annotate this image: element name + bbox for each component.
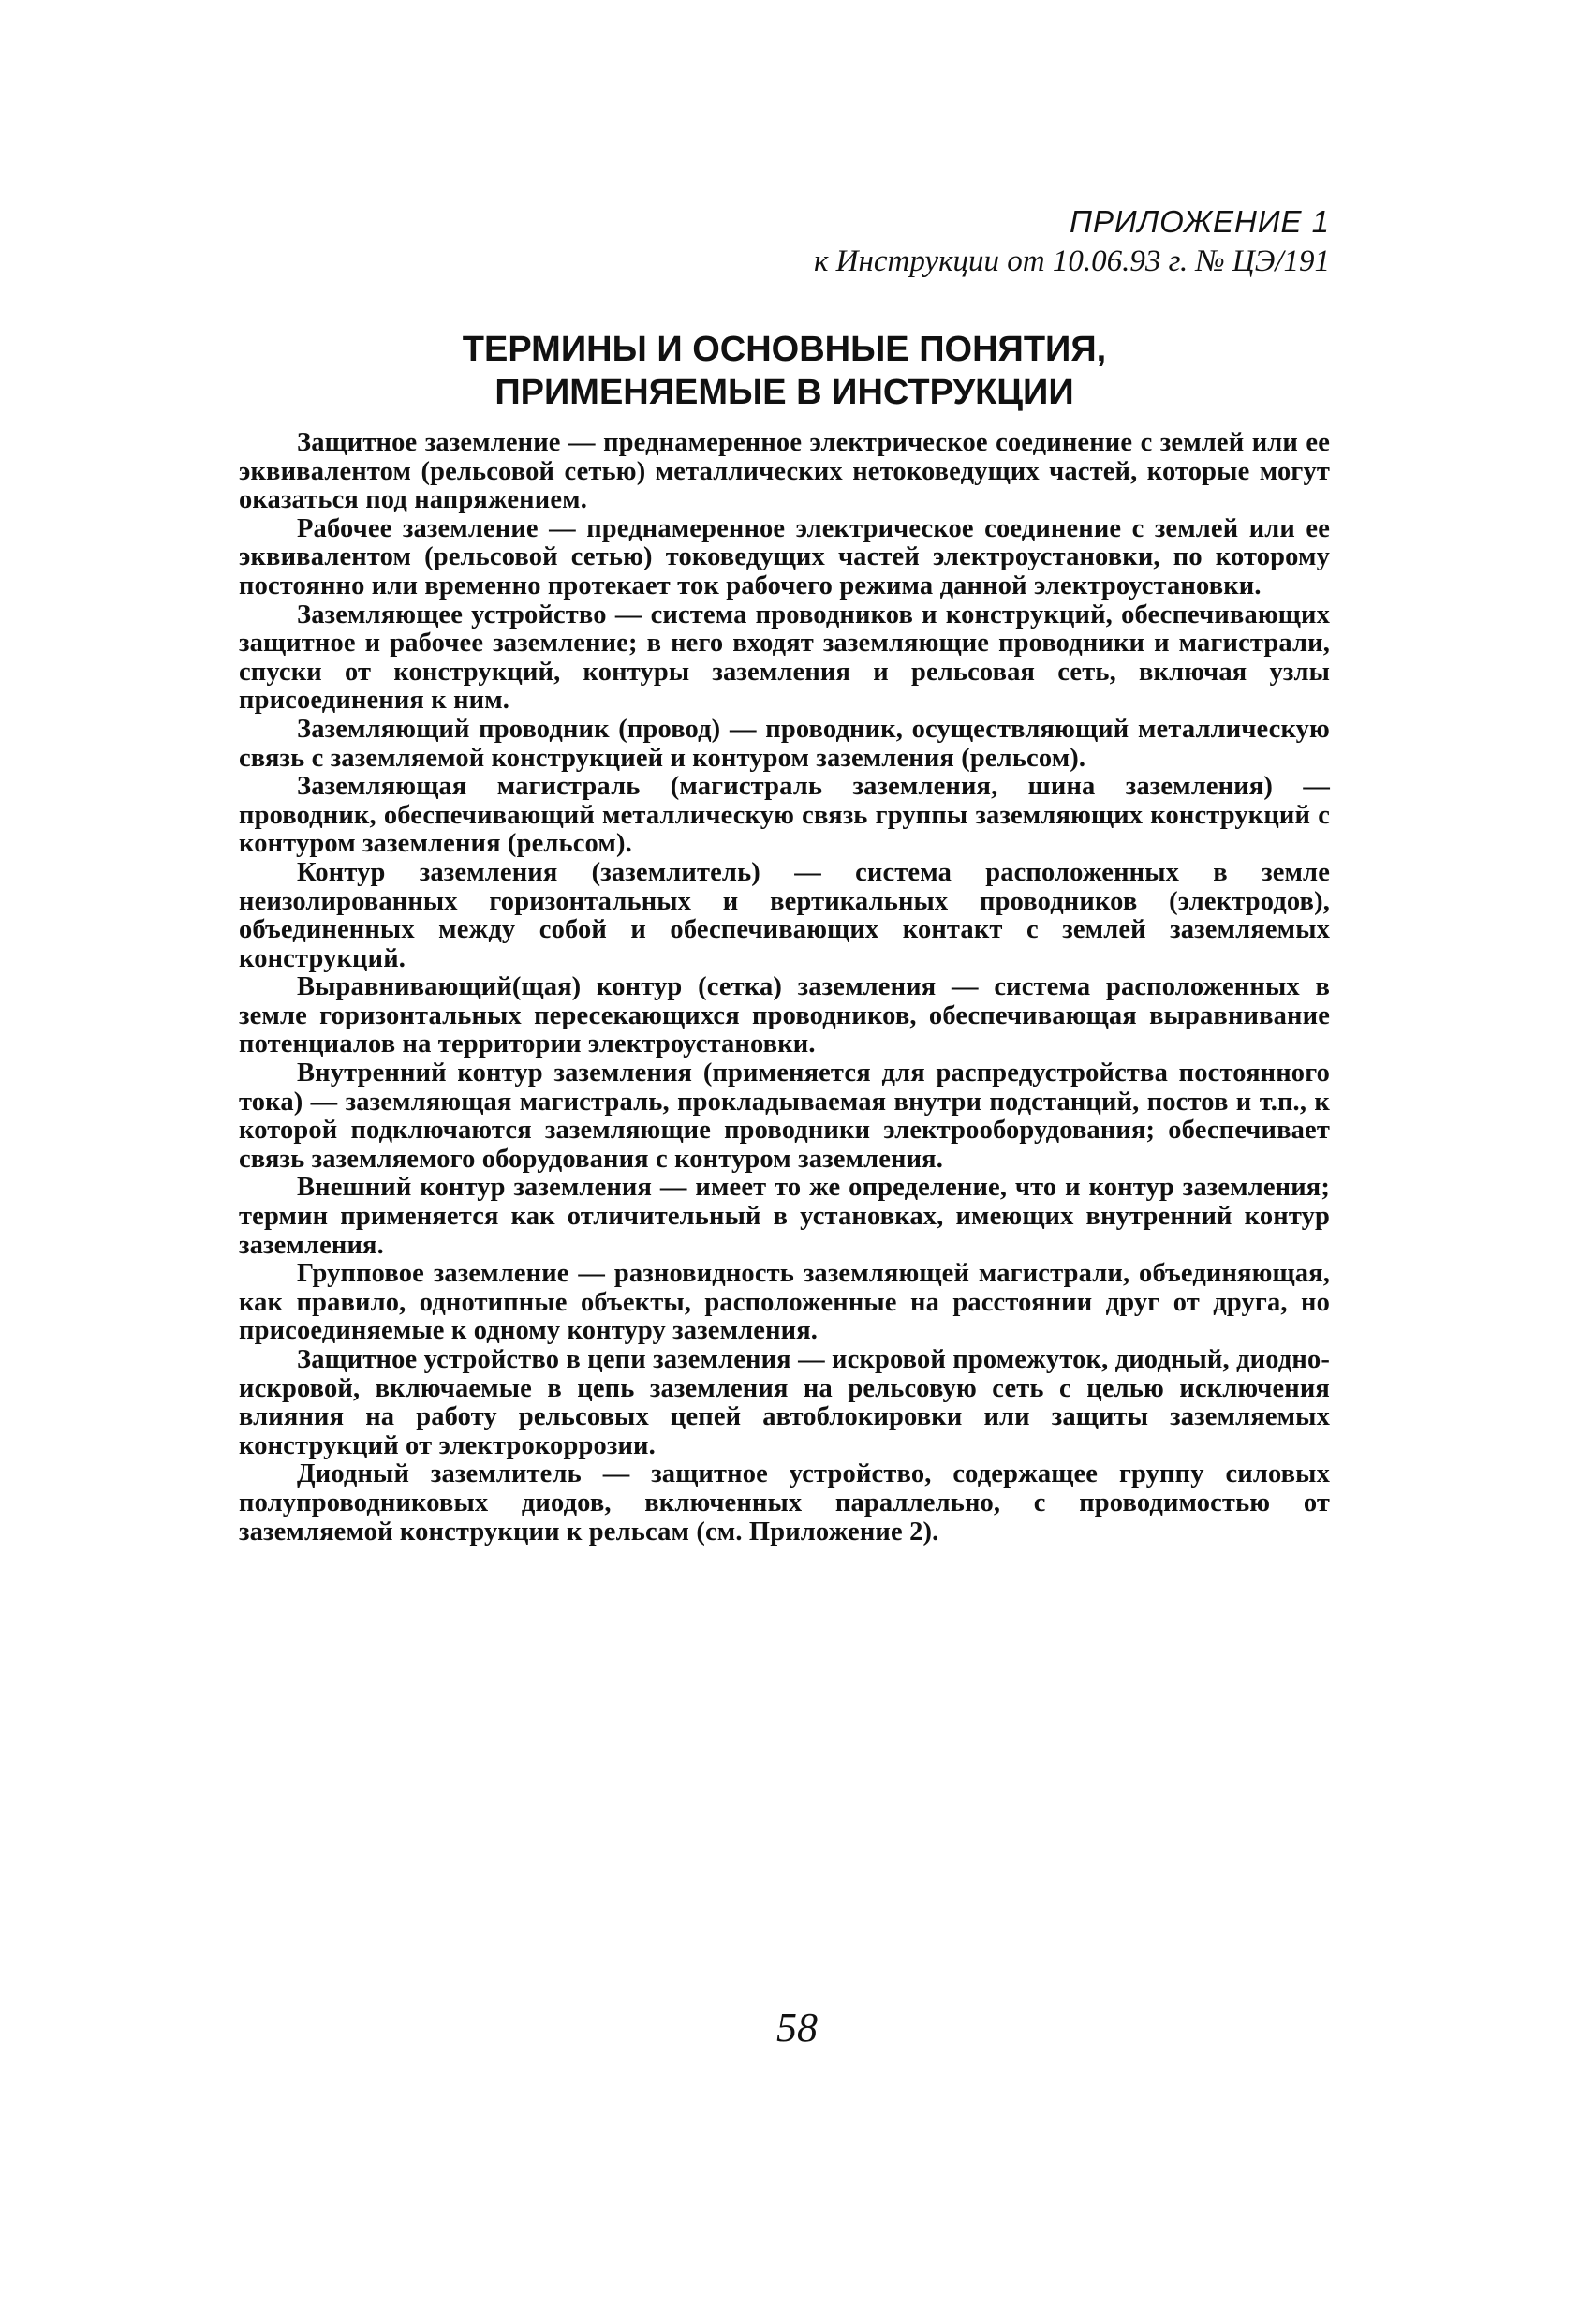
term-definition: — проводник, обеспечивающий металлическую связь группы заземляющих конструкций с контуром заземления (рельсом). bbox=[239, 772, 1330, 859]
term-entry bbox=[239, 1174, 1330, 1260]
term-definition: — система расположенных в земле неизолированных горизонтальных и вертикальных проводников (электродов), объединенных между собой и обеспечивающих контакт с землей заземляемых конструкций. bbox=[239, 857, 1330, 973]
term-name: Заземляющий проводник (провод) bbox=[297, 714, 721, 744]
term-entry bbox=[239, 859, 1330, 973]
page-number: 58 bbox=[776, 2005, 818, 2050]
terms-list bbox=[239, 429, 1330, 1547]
term-name: Защитное устройство в цепи заземления bbox=[297, 1345, 791, 1374]
term-name: Внутренний контур заземления bbox=[297, 1058, 693, 1088]
term-definition: — проводник, осуществляющий металлическую связь с заземляемой конструкцией и контуром заземления (рельсом). bbox=[239, 714, 1330, 773]
term-name: Защитное заземление bbox=[297, 428, 561, 457]
term-definition: — преднамеренное электрическое соединение с землей или ее эквивалентом (рельсовой сетью) металлических нетоковедущих частей, которые могут оказаться под напряжением. bbox=[239, 428, 1330, 515]
term-name: Внешний контур заземления bbox=[297, 1173, 653, 1203]
appendix-label: ПРИЛОЖЕНИЕ 1 bbox=[1070, 204, 1330, 239]
appendix-header bbox=[618, 202, 1330, 281]
term-name: Рабочее заземление bbox=[297, 513, 539, 543]
term-entry bbox=[239, 1346, 1330, 1460]
term-name: Заземляющая магистраль (магистраль заземления, шина заземления) bbox=[297, 772, 1274, 802]
term-name: Заземляющее устройство bbox=[297, 600, 607, 629]
term-definition: — преднамеренное электрическое соединение с землей или ее эквивалентом (рельсовой сетью) токоведущих частей электроустановки, по которому постоянно или временно протекает ток рабочего режима данной электроустановки. bbox=[239, 513, 1331, 600]
term-definition: — искровой промежуток, диодный, диодно-искровой, включаемые в цепь заземления на рельсовую сеть с целью исключения влияния на работу рельсовых цепей автоблокировки или защиты заземляемых конструкций от электрокоррозии. bbox=[239, 1345, 1330, 1460]
term-name: Выравнивающий(щая) контур (сетка) заземления bbox=[297, 972, 937, 1002]
page-title-line-2: ПРИМЕНЯЕМЫЕ В ИНСТРУКЦИИ bbox=[494, 373, 1074, 412]
term-entry bbox=[239, 515, 1330, 601]
term-name: Групповое заземление bbox=[297, 1259, 569, 1289]
term-entry bbox=[239, 601, 1330, 716]
term-entry bbox=[239, 973, 1330, 1059]
term-entry bbox=[239, 1260, 1330, 1346]
term-entry bbox=[239, 773, 1330, 859]
term-name: Контур заземления (заземлитель) bbox=[297, 857, 760, 887]
term-entry bbox=[239, 1460, 1330, 1547]
page-title-line-1: ТЕРМИНЫ И ОСНОВНЫЕ ПОНЯТИЯ, bbox=[462, 330, 1107, 369]
page-title bbox=[239, 328, 1330, 414]
term-definition: — разновидность заземляющей магистрали, объединяющая, как правило, однотипные объекты, расположенные на расстоянии друг от друга, но присоединяемые к одному контуру заземления. bbox=[239, 1259, 1330, 1346]
term-entry bbox=[239, 716, 1330, 773]
term-definition: — имеет то же определение, что и контур заземления; термин применяется как отличительный в установках, имеющих внутренний контур заземления. bbox=[239, 1173, 1330, 1260]
term-definition: — система проводников и конструкций, обеспечивающих защитное и рабочее заземление; в него входят заземляющие проводники и магистрали, спуски от конструкций, контуры заземления и рельсовая сеть, включая узлы присоединения к ним. bbox=[239, 600, 1330, 716]
term-definition: (применяется для распредустройства постоянного тока) — заземляющая магистраль, прокладываемая внутри подстанций, постов и т.п., к которой подключаются заземляющие проводники электрооборудования; обеспечивает связь заземляемого оборудования с контуром заземления. bbox=[239, 1058, 1330, 1174]
term-name: Диодный заземлитель bbox=[297, 1459, 582, 1489]
term-definition: — защитное устройство, содержащее группу силовых полупроводниковых диодов, включенных параллельно, с проводимостью от заземляемой конструкции к рельсам (см. Приложение 2). bbox=[239, 1459, 1330, 1547]
term-definition: — система расположенных в земле горизонтальных пересекающихся проводников, обеспечивающая выравнивание потенциалов на территории электроустановки. bbox=[239, 972, 1330, 1059]
term-entry bbox=[239, 1059, 1330, 1174]
term-entry bbox=[239, 429, 1330, 515]
appendix-reference: к Инструкции от 10.06.93 г. № ЦЭ/191 bbox=[813, 244, 1330, 278]
